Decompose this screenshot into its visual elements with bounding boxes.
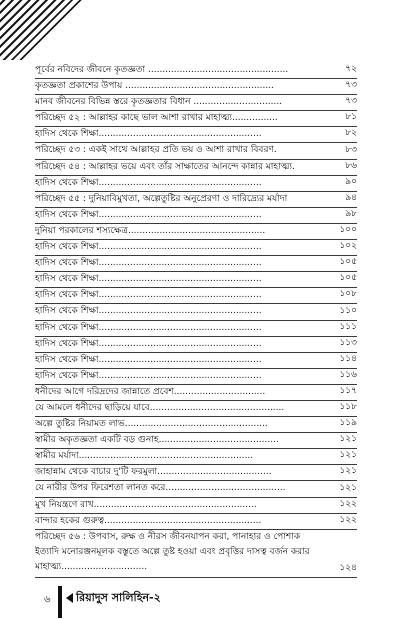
toc-entry-page: ৮৩: [345, 144, 357, 155]
toc-row: [35, 288, 357, 304]
toc-entry-page: ১০৫: [339, 257, 357, 268]
toc-row: [35, 224, 357, 240]
triangle-left-icon: [66, 593, 73, 603]
toc-entry-title: জাহান্নাম থেকে বাচার দু'টি ফরমুলা........................................: [35, 467, 272, 478]
toc-entry-title: হাদিস থেকে শিক্ষা.........................................................: [35, 306, 262, 317]
toc-row: [35, 176, 357, 192]
toc-entry-title: পূর্বের নবিদের জীবনে কৃতজ্ঞতা .................................................: [35, 65, 289, 75]
toc-row: [35, 385, 357, 401]
toc-row: [35, 63, 357, 79]
toc-entry-page: ৮১: [345, 112, 357, 123]
toc-row: [35, 208, 357, 224]
toc-entry-title: মানব জীবনের বিভিন্ন স্তরে কৃতজ্ঞতার বিধান ...............................: [35, 97, 283, 108]
toc-entry-page: ৮৬: [345, 160, 357, 171]
toc-entry-title: পরিচ্ছেদ ৫৬ : উপবাস, রুক্ষ ও নীরস জীবনযাপন করা, পানাহার ও পোশাক ইত্যাদি মনোরঞ্জনমূলক বস্তুতে অল্পে তুষ্ট হওয়া এবং প্রবৃত্তির দাসত্ব বর্জন করার মাহাত্ম্য..............................: [35, 531, 310, 573]
toc-entry-title: হাদিস থেকে শিক্ষা.........................................................: [35, 322, 262, 333]
toc-entry-page: ১২১: [339, 450, 357, 461]
toc-row: [35, 192, 357, 208]
toc-entry-title: দুনিয়া পরকালের শস্যক্ষেত্র................................................: [35, 225, 266, 236]
toc-entry-title: ধনীদের আগে দরিদ্রদের জান্নাতে প্রবেশ................................: [35, 386, 266, 397]
toc-row: [35, 449, 357, 465]
toc-entry-title: হাদিস থেকে শিক্ষা.........................................................: [35, 338, 262, 349]
toc-entry-page: ৯৪: [345, 192, 357, 203]
toc-entry-page: ১০২: [339, 241, 357, 252]
toc-entry-page: ৭৩: [345, 80, 357, 91]
footer-page-number: ৬: [44, 594, 51, 605]
toc-row: [35, 369, 357, 385]
toc-entry-page: ১২১: [339, 434, 357, 445]
toc-entry-page: ৭২: [345, 64, 357, 75]
toc-row: [35, 127, 357, 143]
toc-entry-title: স্বামীর অকৃতজ্ঞতা একটি বড় গুনাহ..........................................: [35, 435, 279, 446]
toc-entry-title: পরিচ্ছেদ ৫৩ : একই সাথে আল্লাহর প্রতি ভয় ও আশা রাখার বিবরণ.: [35, 145, 277, 156]
toc-row: [35, 337, 357, 353]
toc-entry-page: ১০৫: [339, 273, 357, 284]
toc-entry-title: হাদিস থেকে শিক্ষা.........................................................: [35, 354, 262, 365]
toc-entry-page: ১১০: [339, 305, 357, 316]
toc-entry-page: ১১১: [339, 321, 357, 332]
toc-row: [35, 95, 357, 111]
footer-book-title: রিয়াদুস সালিহিন-২: [76, 591, 161, 604]
toc-entry-page: ১০৮: [339, 289, 357, 300]
toc-entry-title: স্বামীর মর্যাদা.............................................................: [35, 451, 254, 462]
toc-entry-page: ১২২: [339, 514, 357, 525]
toc-row: [35, 481, 357, 497]
toc-row: [35, 401, 357, 417]
toc-entry-page: ১২১: [339, 482, 357, 493]
toc-entry-title: হাদিস থেকে শিক্ষা.........................................................: [35, 370, 262, 381]
toc-entry-title: মুখ নিয়ন্ত্রণে রাখ.........................................................: [35, 499, 257, 510]
toc-row-multiline: [35, 530, 357, 578]
toc-row: [35, 143, 357, 159]
toc-entry-title: পরিচ্ছেদ ৫৫ : দুনিয়াবিমুখতা, অল্পেতুষ্টির অনুপ্রেরণা ও দারিদ্র্যের মর্যাদা: [35, 193, 288, 204]
toc-entry-title: হাদিস থেকে শিক্ষা.........................................................: [35, 177, 262, 188]
toc-entry-title: যে আমলে ধনীদের ছাড়িয়ে যাবে...............................................: [35, 402, 285, 413]
toc-entry-title: বান্দার হকের গুরুত্ব.......................................................: [35, 515, 262, 526]
toc-row: [35, 321, 357, 337]
toc-entry-page: ১১৭: [339, 385, 357, 396]
toc-entry-title: যে নারীর উপর ফিরেশতা লানত করে..........................................: [35, 483, 286, 494]
toc-entry-title: পরিচ্ছেদ ৫২ : আল্লাহর কাছে ভাল আশা রাখার মাহাত্ম্য................: [35, 113, 278, 124]
toc-entry-page: ১২১: [339, 466, 357, 477]
table-of-contents: [35, 63, 357, 578]
toc-row: [35, 79, 357, 95]
toc-entry-page: ৮২: [345, 128, 357, 139]
toc-row: [35, 465, 357, 481]
toc-entry-title: হাদিস থেকে শিক্ষা.........................................................: [35, 242, 262, 253]
toc-entry-page: ১১৮: [339, 402, 357, 413]
toc-entry-title: হাদিস থেকে শিক্ষা.........................................................: [35, 290, 262, 301]
toc-row: [35, 514, 357, 530]
toc-row: [35, 417, 357, 433]
toc-row: [35, 160, 357, 176]
toc-entry-title: অল্পে তুষ্টির নিয়ামত লাভ..................................................: [35, 419, 268, 430]
toc-entry-page: ১১৩: [339, 337, 357, 348]
toc-row: [35, 111, 357, 127]
toc-entry-page: ৭৩: [345, 96, 357, 107]
toc-entry-page: ১২৪: [339, 562, 357, 573]
toc-entry-page: ১১৯: [339, 418, 357, 429]
toc-entry-title: হাদিস থেকে শিক্ষা.........................................................: [35, 274, 262, 285]
toc-entry-page: ১১৪: [339, 353, 357, 364]
toc-row: [35, 353, 357, 369]
toc-entry-page: ১২২: [339, 498, 357, 509]
toc-row: [35, 240, 357, 256]
toc-row: [35, 433, 357, 449]
corner-hatch-mask: [0, 0, 104, 60]
toc-entry-title: হাদিস থেকে শিক্ষা.........................................................: [35, 209, 262, 220]
toc-entry-title: হাদিস থেকে শিক্ষা.........................................................: [35, 258, 262, 269]
toc-row: [35, 256, 357, 272]
toc-entry-title: পরিচ্ছেদ ৫৪ : আল্লাহর ভয়ে এবং তাঁর সাক্ষাতের আনন্দে কান্নার মাহাত্ম্য.: [35, 161, 295, 172]
toc-entry-page: ৯৮: [345, 208, 357, 219]
toc-row: [35, 498, 357, 514]
footer-divider-bar: [58, 586, 62, 618]
toc-entry-title: হাদিস থেকে শিক্ষা.........................................................: [35, 129, 262, 140]
toc-row: [35, 272, 357, 288]
toc-entry-page: ৯০: [345, 176, 357, 187]
toc-row: [35, 304, 357, 320]
toc-entry-title: কৃতজ্ঞতা প্রকাশের উপায় ....................................................: [35, 81, 274, 92]
toc-entry-page: ১০০: [339, 225, 357, 236]
toc-entry-page: ১১৬: [339, 369, 357, 380]
